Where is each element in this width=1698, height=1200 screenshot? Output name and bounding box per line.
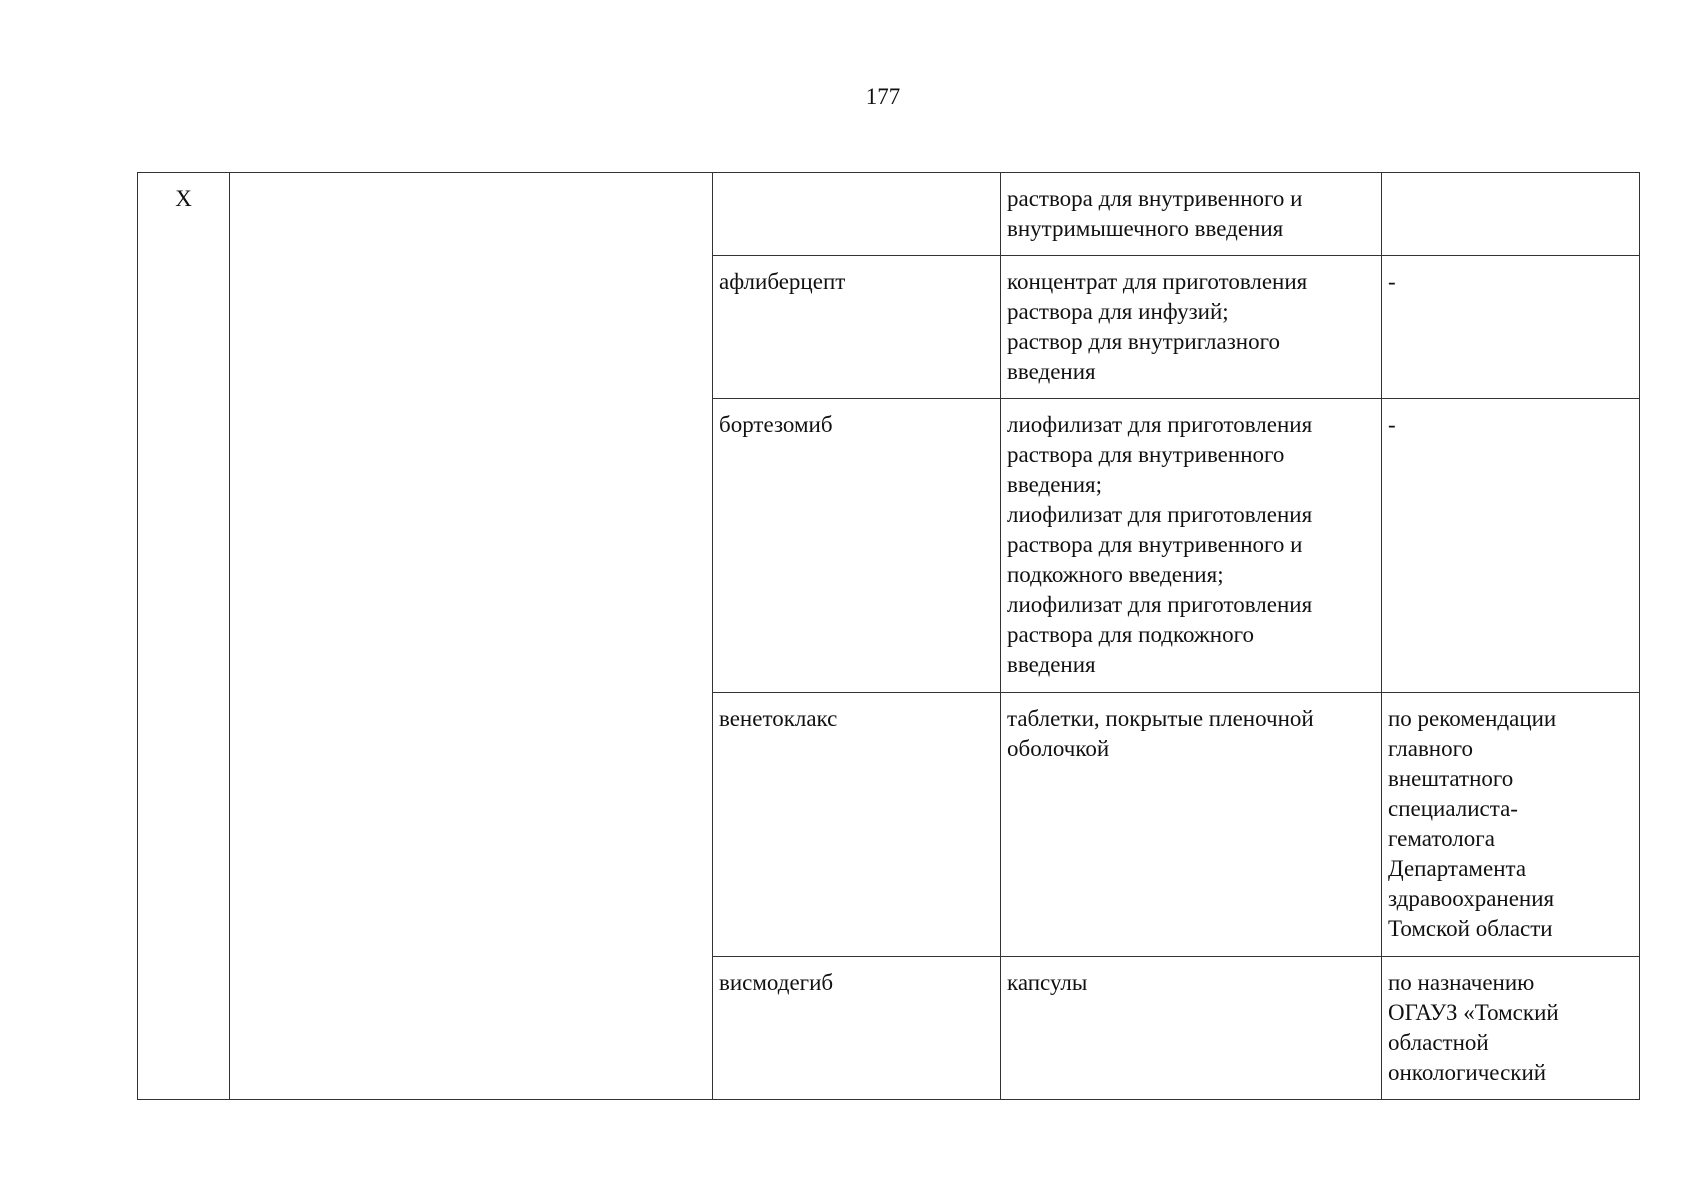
drug-name-cell [713, 693, 1001, 957]
dosage-form-cell [1001, 693, 1382, 957]
condition-cell [1382, 957, 1640, 1100]
condition-line: Департамента [1388, 856, 1527, 881]
drug-name-cell [713, 957, 1001, 1100]
dosage-form-cell [1001, 399, 1382, 693]
dosage-form-line: раствора для внутривенного и [1007, 532, 1303, 557]
group-marker: X [175, 186, 192, 211]
condition-line: онкологический [1388, 1060, 1547, 1085]
page-number: 177 [865, 84, 901, 109]
condition-line: ОГАУЗ «Томский [1388, 1000, 1559, 1025]
drug-name: бортезомиб [719, 412, 833, 437]
condition-line: - [1388, 412, 1396, 437]
dosage-form-line: раствора для инфузий; [1007, 299, 1229, 324]
drug-name: висмодегиб [719, 970, 834, 995]
dosage-form-line: раствора для внутривенного [1007, 442, 1285, 467]
condition-line: главного [1388, 736, 1473, 761]
condition-line: специалиста- [1388, 796, 1518, 821]
dosage-form-line: раствор для внутриглазного [1007, 329, 1280, 354]
dosage-form-line: внутримышечного введения [1007, 216, 1284, 241]
dosage-form-line: введения; [1007, 472, 1102, 497]
drug-name: афлиберцепт [719, 269, 846, 294]
condition-line: по назначению [1388, 970, 1535, 995]
dosage-form-line: концентрат для приготовления [1007, 269, 1308, 294]
condition-cell [1382, 173, 1640, 256]
dosage-form-line: лиофилизат для приготовления [1007, 502, 1313, 527]
drug-table [137, 172, 1640, 1100]
drug-name-cell [713, 399, 1001, 693]
table-row [138, 173, 1640, 256]
group-name-cell [230, 173, 713, 1100]
group-marker-cell [138, 173, 230, 1100]
drug-name-cell [713, 173, 1001, 256]
condition-cell [1382, 399, 1640, 693]
condition-cell [1382, 693, 1640, 957]
drug-name: венетоклакс [719, 706, 838, 731]
dosage-form-line: оболочкой [1007, 736, 1110, 761]
condition-line: - [1388, 269, 1396, 294]
dosage-form-line: введения [1007, 359, 1096, 384]
dosage-form-line: раствора для подкожного [1007, 622, 1254, 647]
condition-line: Томской области [1388, 916, 1553, 941]
condition-line: внештатного [1388, 766, 1514, 791]
condition-line: гематолога [1388, 826, 1495, 851]
condition-line: здравоохранения [1388, 886, 1555, 911]
dosage-form-line: лиофилизат для приготовления [1007, 412, 1313, 437]
dosage-form-cell [1001, 957, 1382, 1100]
dosage-form-line: раствора для внутривенного и [1007, 186, 1303, 211]
drug-name-cell [713, 256, 1001, 399]
dosage-form-line: подкожного введения; [1007, 562, 1224, 587]
dosage-form-line: капсулы [1007, 970, 1088, 995]
dosage-form-line: таблетки, покрытые пленочной [1007, 706, 1314, 731]
dosage-form-line: лиофилизат для приготовления [1007, 592, 1313, 617]
condition-line: областной [1388, 1030, 1489, 1055]
dosage-form-cell [1001, 256, 1382, 399]
dosage-form-line: введения [1007, 652, 1096, 677]
condition-cell [1382, 256, 1640, 399]
dosage-form-cell [1001, 173, 1382, 256]
condition-line: по рекомендации [1388, 706, 1557, 731]
